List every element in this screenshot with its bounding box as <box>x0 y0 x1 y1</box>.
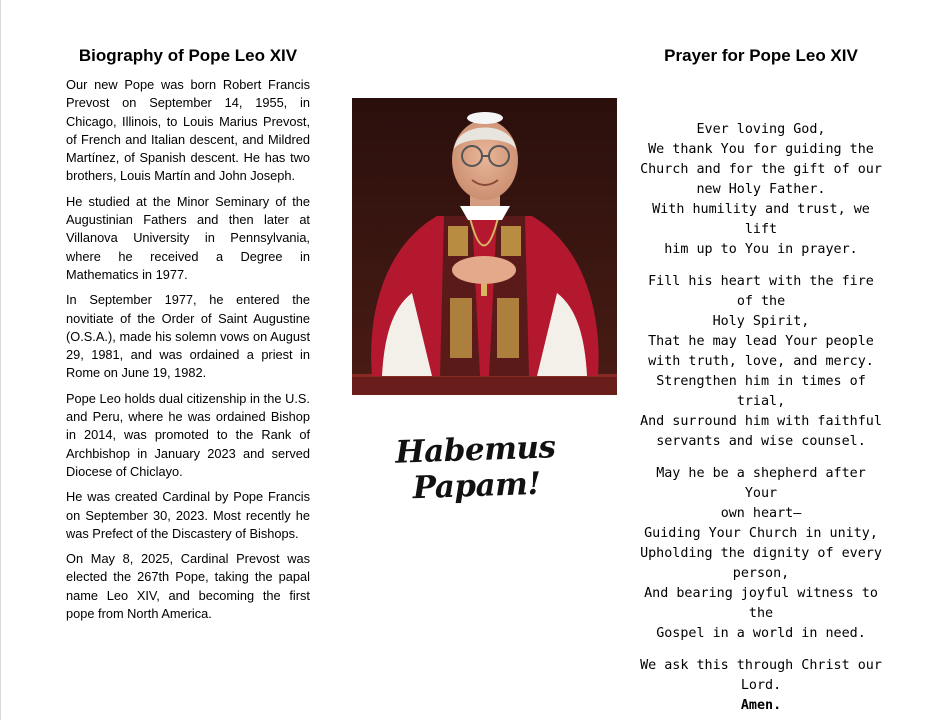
biography-paragraph: He studied at the Minor Seminary of the Augustinian Fathers and then later at Villanova University in Pennsylvania, where he received a Degree in Mathematics in 1977. <box>66 193 310 282</box>
prayer-line: We ask this through Christ our <box>640 658 882 673</box>
prayer-line: with truth, love, and mercy. <box>648 354 874 369</box>
prayer-line: him up to You in prayer. <box>664 242 858 257</box>
habemus-papam-caption: Habemus Papam! <box>394 429 556 507</box>
prayer-line: With humility and trust, we lift <box>652 202 870 237</box>
biography-paragraph: Pope Leo holds dual citizenship in the U.S. and Peru, where he was ordained Bishop in 2014, was promoted to the Rank of Archbishop in January 2023 and served Diocese of Chiclayo. <box>66 390 310 479</box>
prayer-amen: Amen. <box>740 698 782 713</box>
prayer-line: own heart— <box>720 506 802 521</box>
prayer-line: servants and wise counsel. <box>656 434 866 449</box>
prayer-line: Fill his heart with the fire of the <box>648 274 874 309</box>
prayer-line: Strengthen him in times of trial, <box>656 374 866 409</box>
prayer-line: Lord. <box>740 678 782 693</box>
prayer-title: Prayer for Pope Leo XIV <box>664 46 858 65</box>
prayer-column <box>637 44 885 720</box>
prayer-line: And bearing joyful witness to the <box>644 586 878 621</box>
prayer-line: person, <box>732 566 790 581</box>
prayer-line: new Holy Father. <box>696 182 826 197</box>
prayer-stanza <box>637 656 885 716</box>
biography-paragraph: In September 1977, he entered the novitiate of the Order of Saint Augustine (O.S.A.), made his solemn vows on August 29, 1981, and was ordained a priest in Rome on June 19, 1982. <box>66 292 310 381</box>
prayer-body <box>637 120 885 716</box>
prayer-line: Upholding the dignity of every <box>640 546 882 561</box>
biography-title: Biography of Pope Leo XIV <box>78 46 298 65</box>
prayer-line: May he be a shepherd after Your <box>656 466 866 501</box>
prayer-stanza <box>637 464 885 644</box>
prayer-line: Gospel in a world in need. <box>656 626 866 641</box>
prayer-stanza <box>637 120 885 260</box>
prayer-line: Ever loving God, <box>696 122 826 137</box>
prayer-line: Holy Spirit, <box>712 314 810 329</box>
prayer-line: And surround him with faithful <box>640 414 882 429</box>
prayer-line: Church and for the gift of our <box>640 162 882 177</box>
biography-paragraph: Our new Pope was born Robert Francis Prevost on September 14, 1955, in Chicago, Illinois, to Louis Marius Prevost, of French and Italian descent, and Mildred Martínez, of Spanish descent. He has two brothers, Louis Martín and John Joseph. <box>66 77 310 184</box>
pope-photo <box>352 98 617 395</box>
prayer-line: Guiding Your Church in unity, <box>644 526 878 541</box>
biography-paragraph: On May 8, 2025, Cardinal Prevost was elected the 267th Pope, taking the papal name Leo XIV, and becoming the first pope from North America. <box>66 551 310 622</box>
biography-column <box>66 44 310 630</box>
prayer-line: That he may lead Your people <box>648 334 874 349</box>
prayer-line: We thank You for guiding the <box>648 142 874 157</box>
biography-paragraph: He was created Cardinal by Pope Francis on September 30, 2023. Most recently he was Prefect of the Discastery of Bishops. <box>66 489 310 541</box>
prayer-stanza <box>637 272 885 452</box>
